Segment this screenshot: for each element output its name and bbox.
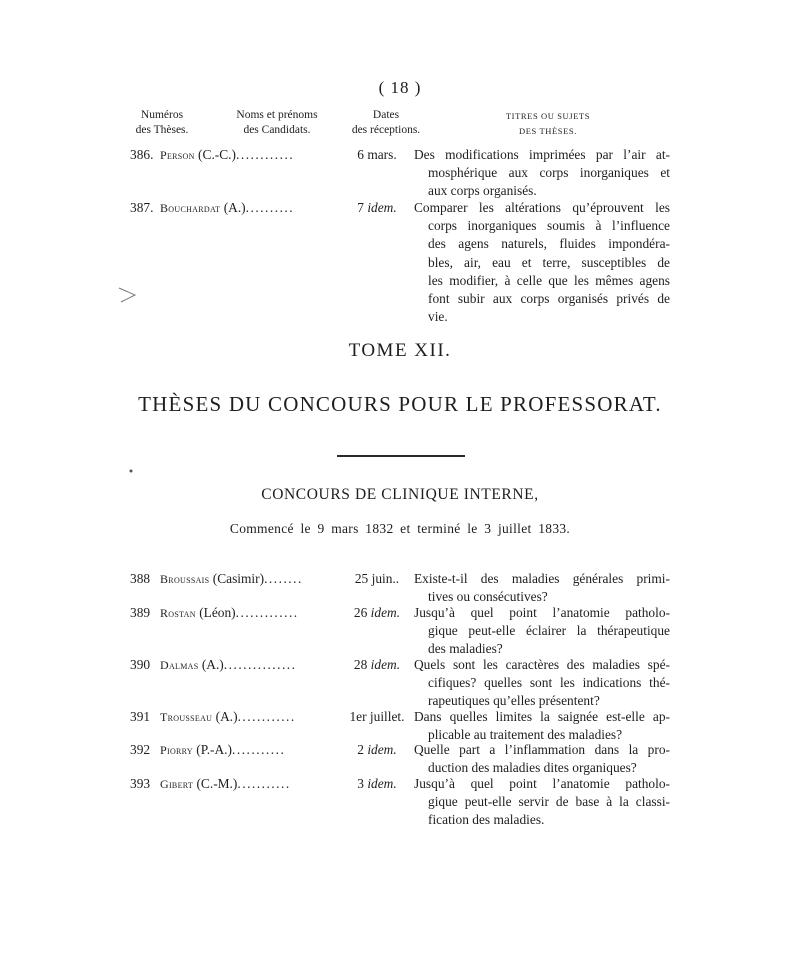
title-line: Des modifications imprimées par l’air at- [414, 147, 670, 162]
candidate-initials: (C.-C.) [194, 147, 236, 162]
reception-date [344, 775, 410, 793]
thesis-title [414, 656, 670, 711]
speck-icon [128, 468, 134, 474]
candidate-name [160, 656, 342, 674]
thesis-number: 386. [130, 147, 154, 162]
candidate-name [160, 775, 342, 793]
margin-mark [118, 286, 138, 307]
title-line: des maladies? [428, 641, 503, 657]
thesis-number: 387. [130, 200, 154, 215]
reception-date [344, 199, 410, 217]
page-number: ( 18 ) [378, 78, 422, 97]
title-line: plicable au traitement des maladies? [428, 727, 623, 743]
title-line: fication des maladies. [428, 812, 545, 828]
leader-dots: ............. [235, 605, 299, 620]
reception-date [344, 741, 410, 759]
date-idem: idem. [367, 742, 397, 757]
title-line: Dans quelles limites la saignée est-elle ap- [414, 709, 670, 724]
thesis-title [414, 775, 670, 830]
thesis-title [414, 146, 670, 201]
thesis-number: 388 [130, 571, 151, 586]
candidate-surname: Bouchardat [160, 201, 221, 215]
title-line: vie. [428, 309, 448, 325]
title-line: Jusqu’à quel point l’anatomie patholo- [414, 605, 670, 620]
candidate-name [160, 741, 342, 759]
date-text: 25 juin.. [354, 571, 400, 586]
date-idem: idem. [367, 200, 397, 215]
title-line: aux corps organisés. [428, 183, 537, 199]
title-line: gique peut-elle éclairer la thérapeutique [428, 623, 670, 639]
leader-dots: ............ [236, 147, 295, 162]
candidate-surname: Piorry [160, 743, 193, 757]
column-header-numeros-line2: des Thèses. [135, 124, 189, 136]
column-header-dates-line1: Dates [372, 109, 400, 121]
candidate-surname: Gibert [160, 777, 194, 791]
leader-dots: ............... [223, 657, 297, 672]
title-line: font subir aux corps organisés privés de [428, 291, 670, 307]
candidate-name [160, 199, 342, 217]
title-line: Quels sont les caractères des maladies spé- [414, 657, 670, 672]
title-line: corps inorganiques soumis à l’influence [428, 218, 670, 234]
date-text: 3 [357, 776, 364, 791]
column-header-dates-line2: des réceptions. [351, 124, 421, 136]
thesis-number: 390 [130, 657, 151, 672]
date-text: 7 [357, 200, 364, 215]
tome-heading: TOME XII. [348, 340, 452, 361]
date-idem: idem. [367, 776, 397, 791]
column-header-titres [478, 109, 618, 139]
leader-dots: ........ [264, 571, 303, 586]
reception-date [344, 604, 410, 622]
leader-dots: ........... [237, 776, 291, 791]
date-idem: idem. [370, 605, 401, 620]
thesis-number: 393 [130, 776, 151, 791]
thesis-title [414, 570, 670, 606]
date-text: 2 [357, 742, 364, 757]
column-header-noms [222, 108, 332, 138]
candidate-surname: Dalmas [160, 658, 199, 672]
title-line: duction des maladies dites organiques? [428, 760, 637, 776]
candidate-name [160, 146, 342, 164]
date-text: 1er juillet. [349, 709, 405, 724]
column-header-titres-line2: DES THÈSES. [519, 126, 577, 136]
reception-date [344, 656, 410, 674]
title-line: les modifier, à celle que les mêmes agens [428, 272, 670, 288]
candidate-initials: (C.-M.) [193, 776, 238, 791]
thesis-number: 391 [130, 709, 151, 724]
title-line: Existe-t-il des maladies générales primi- [414, 571, 670, 586]
candidate-name [160, 708, 342, 726]
thesis-title [414, 741, 670, 777]
candidate-initials: (Léon) [195, 605, 236, 620]
reception-date [344, 146, 410, 164]
column-header-dates [338, 108, 434, 138]
candidate-surname: Rostan [160, 606, 196, 620]
thesis-title [414, 708, 670, 744]
thesis-title [414, 604, 670, 659]
reception-date [344, 570, 410, 588]
candidate-surname: Trousseau [160, 710, 213, 724]
column-header-numeros [122, 108, 202, 138]
concours-title: CONCOURS DE CLINIQUE INTERNE, [261, 486, 539, 503]
column-header-noms-line2: des Candidats. [243, 124, 311, 136]
divider-rule [337, 455, 465, 457]
candidate-surname: Broussais [160, 572, 210, 586]
thesis-title [414, 199, 670, 326]
margin-mark-icon [118, 286, 138, 304]
title-line: rapeutiques qu’elles présentent? [428, 693, 600, 709]
candidate-name [160, 604, 342, 622]
candidate-name [160, 570, 342, 588]
leader-dots: ........... [232, 742, 286, 757]
column-header-titres-line1: TITRES OU SUJETS [505, 111, 591, 121]
column-header-numeros-line1: Numéros [140, 109, 184, 121]
title-line: Comparer les altérations qu’éprouvent les [414, 200, 670, 215]
leader-dots: .......... [245, 200, 295, 215]
title-line: Quelle part a l’inflammation dans la pro- [414, 742, 670, 757]
thesis-number: 389 [130, 605, 151, 620]
date-text: 28 [353, 657, 368, 672]
concours-dates: Commencé le 9 mars 1832 et terminé le 3 juillet 1833. [229, 521, 571, 536]
column-header-noms-line1: Noms et prénoms [236, 109, 318, 121]
candidate-initials: (P.-A.) [192, 742, 232, 757]
candidate-initials: (Casimir) [209, 571, 265, 586]
leader-dots: ............ [237, 709, 296, 724]
title-line: mosphérique aux corps inorganiques et [428, 165, 670, 181]
candidate-initials: (A.) [220, 200, 246, 215]
date-text: 6 mars. [357, 147, 397, 162]
title-line: Jusqu’à quel point l’anatomie patholo- [414, 776, 670, 791]
candidate-initials: (A.) [198, 657, 224, 672]
title-line: cifiques? quelles sont les indications thé- [428, 675, 670, 691]
date-idem: idem. [370, 657, 401, 672]
margin-speck [128, 466, 134, 476]
candidate-initials: (A.) [212, 709, 238, 724]
title-line: gique peut-elle servir de base à la classi- [428, 794, 670, 810]
candidate-surname: Person [160, 148, 195, 162]
date-text: 26 [353, 605, 368, 620]
section-title: THÈSES DU CONCOURS POUR LE PROFESSORAT. [138, 392, 662, 416]
thesis-number: 392 [130, 742, 151, 757]
reception-date [344, 708, 410, 726]
title-line: bles, air, eau et terre, susceptibles de [428, 254, 670, 270]
title-line: des agens naturels, fluides impondéra- [428, 236, 670, 252]
title-line: tives ou consécutives? [428, 589, 548, 605]
